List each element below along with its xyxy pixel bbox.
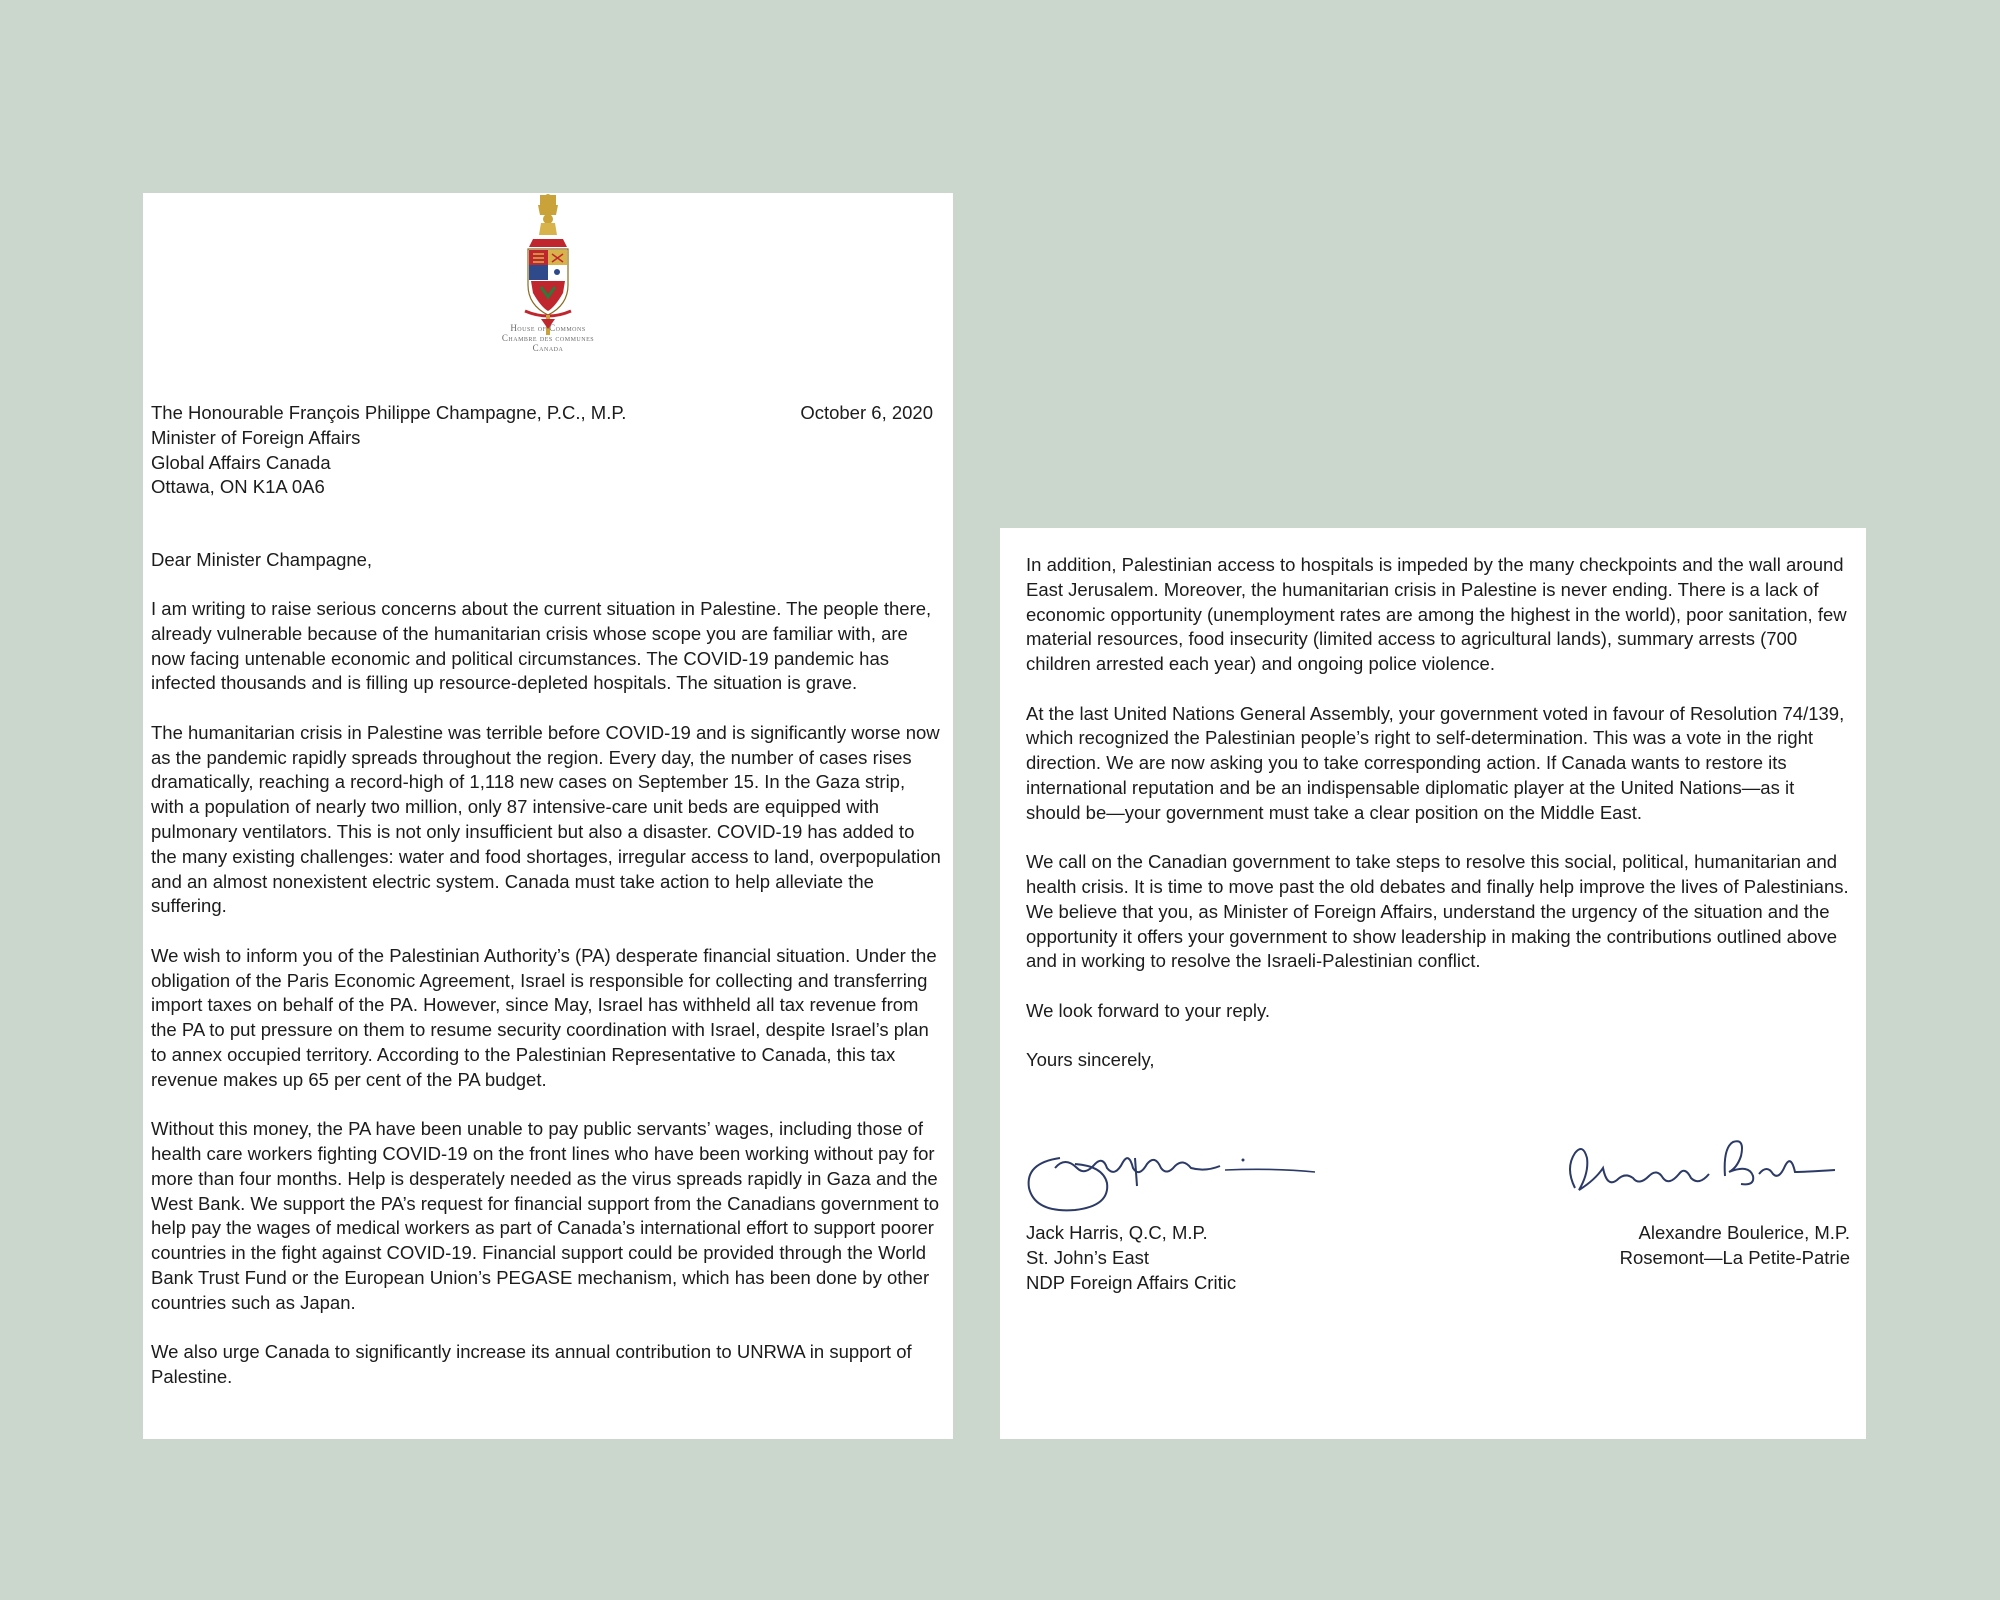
- body-paragraph: In addition, Palestinian access to hospitals is impeded by the many checkpoints and the wall around East Jerusalem. Moreover, the humanitarian crisis in Palestine is never ending. There is a lack of economic opportunity (unemployment rates are among the highest in the world), poor sanitation, few material resources, food insecurity (limited access to agricultural lands), summary arrests (700 children arrested each year) and ongoing police violence.: [1026, 554, 1847, 675]
- letter-page-1: [143, 193, 953, 1439]
- letter-date: October 6, 2020: [800, 402, 933, 423]
- signer-block-left: [1026, 1221, 1236, 1295]
- recipient-title: Minister of Foreign Affairs: [151, 426, 361, 448]
- signature-jack-harris: [1015, 1128, 1325, 1223]
- body-paragraph: At the last United Nations General Assembly, your government voted in favour of Resolution 74/139, which recognized the Palestinian people’s right to self-determination. This was a vote in the right direction. We are now asking you to take corresponding action. If Canada wants to restore its international reputation and be an indispensable diplomatic player at the United Nations—as it should be—your government must take a clear position on the Middle East.: [1026, 702, 1845, 823]
- signer-name: Alexandre Boulerice, M.P.: [1638, 1222, 1850, 1243]
- signature-alexandre-boulerice: [1545, 1128, 1845, 1213]
- salutation: Dear Minister Champagne,: [151, 549, 373, 570]
- signer-block-right: [1620, 1221, 1850, 1271]
- signer-riding: Rosemont—La Petite-Patrie: [1619, 1246, 1850, 1268]
- crest-caption-line: House of Commons: [510, 323, 586, 333]
- signer-name: Jack Harris, Q.C, M.P.: [1026, 1222, 1208, 1243]
- crest-caption: [423, 323, 673, 353]
- recipient-name: The Honourable François Philippe Champagne, P.C., M.P.: [151, 402, 627, 423]
- body-paragraph: We wish to inform you of the Palestinian Authority’s (PA) desperate financial situation. Under the obligation of the Paris Economic Agreement, Israel is responsible for collecting and transferring import taxes on behalf of the PA. However, since May, Israel has withheld all tax revenue from the PA to put pressure on them to resume security coordination with Israel, despite Israel’s plan to annex occupied territory. According to the Palestinian Representative to Canada, this tax revenue makes up 65 per cent of the PA budget.: [151, 944, 937, 1090]
- signer-riding: St. John’s East: [1026, 1246, 1150, 1268]
- body-paragraph: Without this money, the PA have been unable to pay public servants’ wages, including those of health care workers fighting COVID-19 on the front lines who have been working without pay for more than four months. Help is desperately needed as the virus spreads rapidly in Gaza and the West Bank. We support the PA’s request for financial support from the Canadians government to help pay the wages of medical workers as part of Canada’s international effort to support poorer countries in the fight against COVID-19. Financial support could be provided through the World Bank Trust Fund or the European Union’s PEGASE mechanism, which has been done by other countries such as Japan.: [151, 1118, 940, 1313]
- recipient-department: Global Affairs Canada: [151, 451, 331, 473]
- body-paragraph: I am writing to raise serious concerns about the current situation in Palestine. The people there, already vulnerable because of the humanitarian crisis whose scope you are familiar with, are now facing untenable economic and political circumstances. The COVID-19 pandemic has infected thousands and is filling up resource-depleted hospitals. The situation is grave.: [151, 598, 932, 694]
- letter-body-page-1: [151, 597, 941, 1414]
- recipient-address: Ottawa, ON K1A 0A6: [151, 476, 325, 498]
- signer-role: NDP Foreign Affairs Critic: [1026, 1271, 1237, 1293]
- recipient-address-block: [151, 401, 711, 500]
- letter-page-2: [1000, 528, 1866, 1439]
- body-paragraph: We call on the Canadian government to take steps to resolve this social, political, humanitarian and health crisis. It is time to move past the old debates and finally help improve the lives of Palestinians. We believe that you, as Minister of Foreign Affairs, understand the urgency of the situation and the opportunity it offers your government to show leadership in making the contributions outlined above and in working to resolve the Israeli-Palestinian conflict.: [1026, 851, 1849, 972]
- body-paragraph: We also urge Canada to significantly increase its annual contribution to UNRWA in support of Palestine.: [151, 1341, 912, 1387]
- crest-caption-line: Chambre des communes: [501, 333, 595, 343]
- letter-body-page-2: [1026, 553, 1852, 1098]
- closing-line: We look forward to your reply.: [1026, 999, 1271, 1021]
- body-paragraph: The humanitarian crisis in Palestine was terrible before COVID-19 and is significantly worse now as the pandemic rapidly spreads throughout the region. Every day, the number of cases rises dramatically, reaching a record-high of 1,118 new cases on September 15. In the Gaza strip, with a population of nearly two million, only 87 intensive-care unit beds are equipped with pulmonary ventilators. This is not only insufficient but also a disaster. COVID-19 has added to the many existing challenges: water and food shortages, irregular access to land, overpopulation and an almost nonexistent electric system. Canada must take action to help alleviate the suffering.: [151, 721, 941, 917]
- crest-caption-line: Canada: [532, 343, 564, 353]
- valediction: Yours sincerely,: [1026, 1049, 1155, 1071]
